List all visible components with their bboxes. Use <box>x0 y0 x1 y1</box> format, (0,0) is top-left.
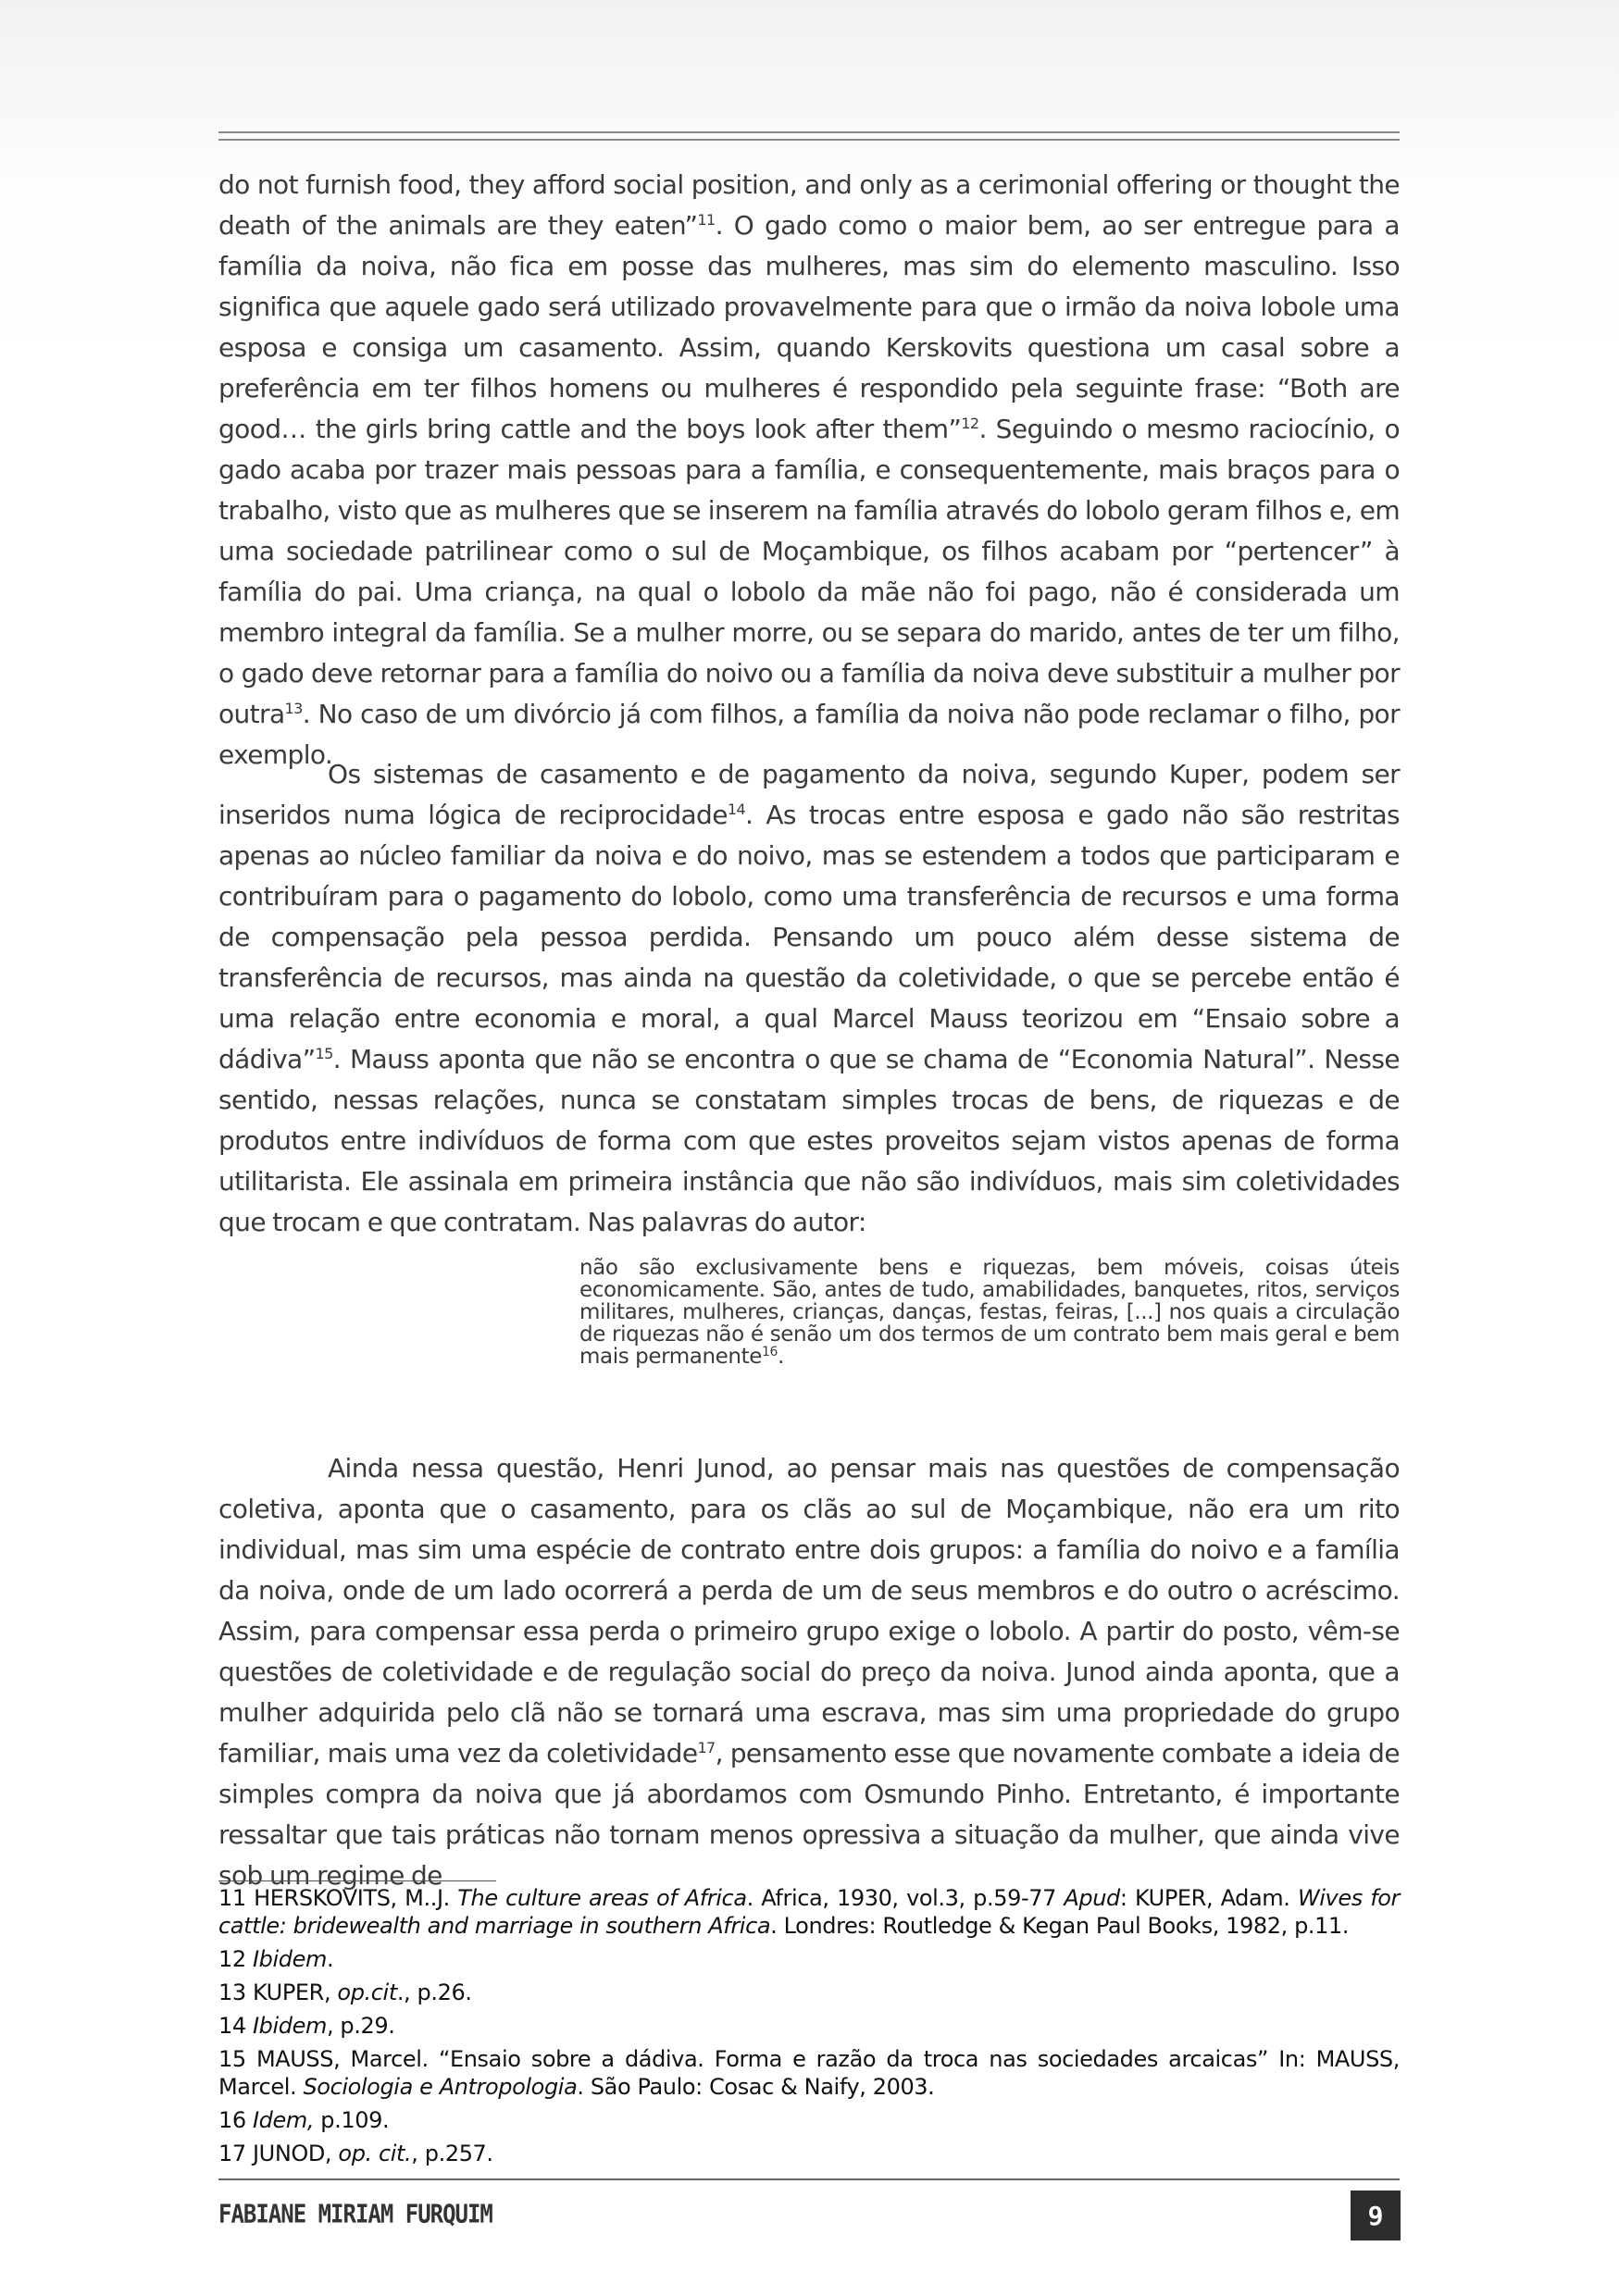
footnote-ref-17[interactable]: 17 <box>697 1739 716 1756</box>
footnotes <box>218 1884 1400 2173</box>
footnote-ref-12[interactable]: 12 <box>961 415 979 432</box>
footnote-12: 12 Ibidem. <box>218 1946 334 1972</box>
page-number: 9 <box>1351 2191 1401 2240</box>
footnote-separator <box>218 1880 496 1881</box>
footer-author: FABIANE MIRIAM FURQUIM <box>218 2199 492 2229</box>
paragraph-3: Ainda nessa questão, Henri Junod, ao pensar mais nas questões de compensação coletiva, aponta que o casamento, para os clãs ao sul de Moçambique, não era um rito individual, mas sim uma espécie de contrato entre dois grupos: a família do noivo e a família da noiva, onde de um lado ocorrerá a perda de um de seus membros e do outro o acréscimo. Assim, para compensar essa perda o primeiro grupo exige o lobolo. A partir do posto, vêm-se questões de coletividade e de regulação social do preço da noiva. Junod ainda aponta, que a mulher adquirida pelo clã não se tornará uma escrava, mas sim uma propriedade do grupo familiar, mais uma vez da coletividade$^{17}$, pensamento esse que novamente combate a ideia de simples compra da noiva que já abordamos com Osmundo Pinho. Entretanto, é importante ressaltar que tais práticas não tornam menos opressiva a situação da mulher, que ainda vive sob um regime de <box>218 1453 1400 1891</box>
paragraph-2: Os sistemas de casamento e de pagamento da noiva, segundo Kuper, podem ser inseridos numa lógica de reciprocidade$^{14}$. As trocas entre esposa e gado não são restritas apenas ao núcleo familiar da noiva e do noivo, mas se estendem a todos que participaram e contribuíram para o pagamento do lobolo, como uma transferência de recursos e uma forma de compensação pela pessoa perdida. Pensando um pouco além desse sistema de transferência de recursos, mas ainda na questão da coletividade, o que se percebe então é uma relação entre economia e moral, a qual Marcel Mauss teorizou em “Ensaio sobre a dádiva”$^{15}$. Mauss aponta que não se encontra o que se chama de “Economia Natural”. Nesse sentido, nessas relações, nunca se constatam simples trocas de bens, de riquezas e de produtos entre indivíduos de forma com que estes proveitos sejam vistos apenas de forma utilitarista. Ele assinala em primeira instância que não são indivíduos, mais sim coletividades que trocam e que contratam. Nas palavras do autor: <box>218 759 1400 1237</box>
footnote-16: 16 Idem, p.109. <box>218 2107 390 2133</box>
footer-rule <box>218 2178 1400 2180</box>
footnote-17: 17 JUNOD, op. cit., p.257. <box>218 2141 493 2166</box>
paragraph-1: do not furnish food, they afford social position, and only as a cerimonial offering or thought the death of the animals are they eaten”$^{11}$. O gado como o maior bem, ao ser entregue para a família da noiva, não fica em posse das mulheres, mas sim do elemento masculino. Isso significa que aquele gado será utilizado provavelmente para que o irmão da noiva lobole uma esposa e consiga um casamento. Assim, quando Kerskovits questiona um casal sobre a preferência em ter filhos homens ou mulheres é respondido pela seguinte frase: “Both are good… the girls bring cattle and the boys look after them”$^{12}$. Seguindo o mesmo raciocínio, o gado acaba por trazer mais pessoas para a família, e consequentemente, mais braços para o trabalho, visto que as mulheres que se inserem na família através do lobolo geram filhos e, em uma sociedade patrilinear como o sul de Moçambique, os filhos acabam por “pertencer” à família do pai. Uma criança, na qual o lobolo da mãe não foi pago, não é considerada um membro integral da família. Se a mulher morre, ou se separa do marido, antes de ter um filho, o gado deve retornar para a família do noivo ou a família da noiva deve substituir a mulher por outra$^{13}$. No caso de um divórcio já com filhos, a família da noiva não pode reclamar o filho, por exemplo. <box>218 169 1400 770</box>
header-rule-top <box>218 131 1400 133</box>
footnote-ref-16[interactable]: 16 <box>761 1345 778 1359</box>
footnote-13: 13 KUPER, op.cit., p.26. <box>218 1980 472 2005</box>
footnote-15: 15 MAUSS, Marcel. “Ensaio sobre a dádiva. Forma e razão da troca nas sociedades arcaicas” In: MAUSS, Marcel. Sociologia e Antropologia. São Paulo: Cosac & Naify, 2003. <box>218 2046 1400 2100</box>
footnote-ref-15[interactable]: 15 <box>315 1045 333 1062</box>
footnote-ref-14[interactable]: 14 <box>727 800 746 818</box>
footnote-11: 11 HERSKOVITS, M..J. The culture areas of Africa. Africa, 1930, vol.3, p.59-77 Apud: KUPER, Adam. Wives for cattle: bridewealth and marriage in southern Africa. Londres: Routledge & Kegan Paul Books, 1982, p.11. <box>218 1885 1401 1939</box>
footnote-14: 14 Ibidem, p.29. <box>218 2013 395 2039</box>
footnote-ref-13[interactable]: 13 <box>284 700 303 717</box>
footnote-ref-11[interactable]: 11 <box>697 211 716 229</box>
header-rule-bottom <box>218 139 1400 141</box>
block-quote: não são exclusivamente bens e riquezas, bem móveis, coisas úteis economicamente. São, antes de tudo, amabilidades, banquetes, ritos, serviços militares, mulheres, crianças, danças, festas, feiras, [...] nos quais a circulação de riquezas não é senão um dos termos de um contrato bem mais geral e bem mais permanente$^{16}$. <box>579 1256 1400 1369</box>
